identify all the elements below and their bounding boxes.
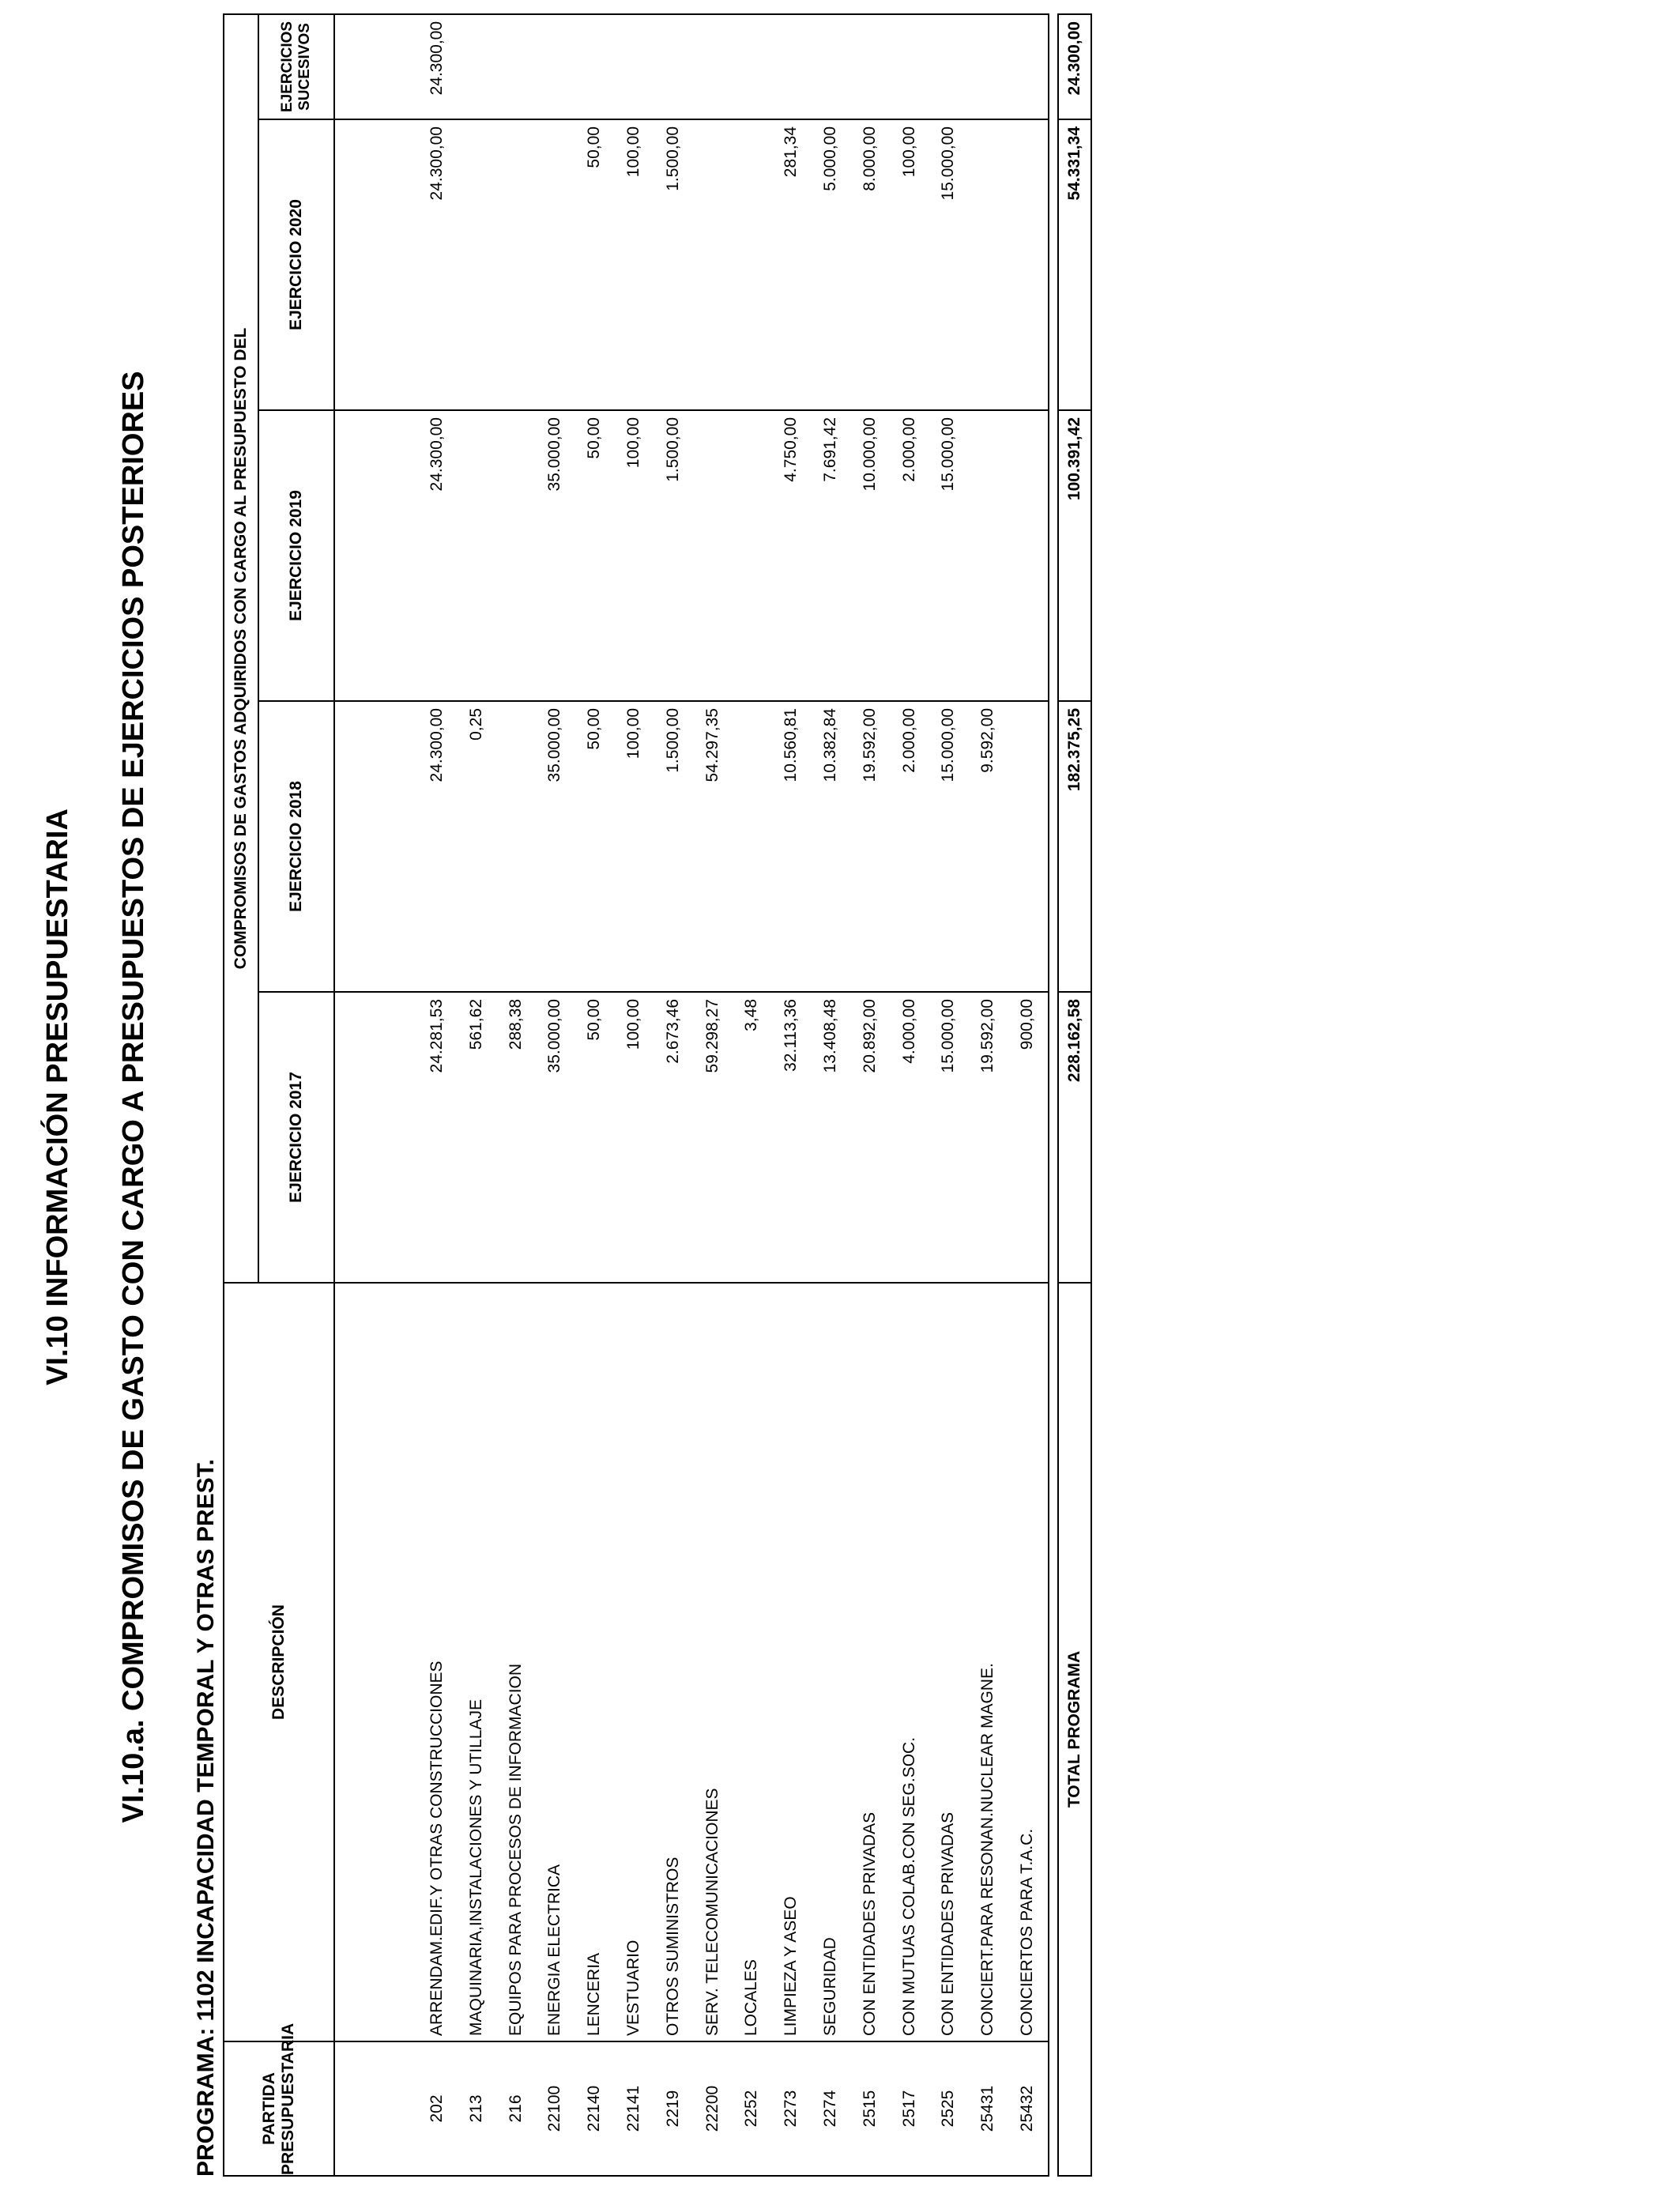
partida-cell: 2274 [820,2090,839,2128]
descripcion-cell: ENERGIA ELECTRICA [545,1864,564,2036]
budget-table [223,13,1049,2177]
partida-cell: 22200 [703,2085,721,2132]
ejercicio-2018-cell: 1.500,00 [663,708,682,773]
ejercicio-2019-cell [457,417,496,700]
descripcion-cell: LOCALES [742,1959,761,2036]
ejercicio-2019-cell: 7.691,42 [820,417,839,482]
ejercicio-2017-cell: 900,00 [1017,999,1036,1050]
ejercicio-2019-cell [732,417,771,700]
partida-cell: 22140 [585,2085,604,2132]
ejercicio-2018-cell [496,708,536,991]
ejercicio-2019-cell: 1.500,00 [663,417,682,482]
ejercicio-2018-column [334,701,1049,992]
ejercicio-2019-cell: 50,00 [585,417,604,459]
partida-header: PARTIDA PRESUPUESTARIA [224,2041,334,2176]
descripcion-cell: OTROS SUMINISTROS [663,1857,682,2036]
descripcion-cell: CONCIERTOS PARA T.A.C. [1017,1828,1036,2036]
sucesivos-cell [1008,21,1047,119]
ejercicio-2017-cell: 35.000,00 [545,999,564,1073]
sucesivos-cell [535,21,574,119]
descripcion-cell: CON ENTIDADES PRIVADAS [939,1811,958,2036]
ejercicio-2019-cell [496,417,536,700]
ejercicio-2020-cell: 100,00 [899,126,918,178]
sucesivos-cell [496,21,536,119]
sucesivos-cell [929,21,968,119]
sucesivos-cell [890,21,929,119]
total-2019: 100.391,42 [1058,410,1091,701]
sucesivos-cell [574,21,614,119]
page-title: VI.10 INFORMACIÓN PRESUPUESTARIA [41,809,74,1385]
partida-cell: 213 [466,2094,485,2123]
ejercicio-2018-cell: 2.000,00 [899,708,918,773]
sucesivos-cell [811,21,850,119]
partida-cell: 25431 [978,2085,997,2132]
total-table [1057,13,1092,2177]
ejercicio-2019-cell: 2.000,00 [899,417,918,482]
ejercicio-2020-header: EJERCICIO 2020 [258,119,334,410]
ejercicio-2017-cell: 100,00 [623,999,642,1050]
ejercicio-2017-cell: 19.592,00 [978,999,997,1073]
total-2018: 182.375,25 [1058,701,1091,992]
partida-cell: 2252 [742,2090,761,2128]
ejercicio-2019-cell: 4.750,00 [782,417,800,482]
sucesivos-cell [732,21,771,119]
sucesivos-cell [654,21,693,119]
partida-cell: 2273 [782,2090,800,2128]
ejercicio-2017-cell: 288,38 [506,999,525,1050]
sucesivos-cell [850,21,890,119]
ejercicio-2020-cell [1008,126,1047,409]
descripcion-cell: SERV. TELECOMUNICACIONES [703,1788,721,2036]
descripcion-cell: SEGURIDAD [820,1937,839,2036]
total-sucesivos: 24.300,00 [1058,14,1091,119]
ejercicio-2019-cell: 35.000,00 [545,417,564,492]
partida-cell: 22141 [623,2085,642,2132]
total-label: TOTAL PROGRAMA [1058,1283,1091,2176]
partida-cell: 202 [428,2094,446,2123]
partida-cell: 2525 [939,2090,958,2128]
sucesivos-cell [457,21,496,119]
ejercicio-2018-cell: 54.297,35 [703,708,721,782]
ejercicio-2019-cell: 100,00 [623,417,642,469]
ejercicio-2017-column [334,992,1049,1283]
ejercicio-2018-header: EJERCICIO 2018 [258,701,334,992]
partida-cell: 2219 [663,2090,682,2128]
descripcion-cell: LENCERIA [585,1952,604,2036]
page-subtitle: VI.10.a. COMPROMISOS DE GASTO CON CARGO A PRESUPUESTOS DE EJERCICIOS POSTERIORES [117,371,150,1823]
ejercicio-2020-cell: 100,00 [623,126,642,178]
ejercicio-2020-cell: 8.000,00 [860,126,879,191]
ejercicio-2020-cell [968,126,1008,409]
ejercicio-2020-cell: 15.000,00 [939,126,958,201]
ejercicio-2019-cell: 10.000,00 [860,417,879,492]
ejercicio-2020-cell [457,126,496,409]
total-2017: 228.162,58 [1058,992,1091,1283]
sucesivos-cell [614,21,654,119]
ejercicio-2020-column [334,119,1049,410]
ejercicio-2017-cell: 13.408,48 [820,999,839,1073]
ejercicio-2020-cell: 5.000,00 [820,126,839,191]
descripcion-header: DESCRIPCIÓN [224,1283,334,2041]
ejercicio-2018-cell: 35.000,00 [545,708,564,782]
ejercicio-2018-cell: 10.382,84 [820,708,839,782]
partida-column [334,2041,1049,2176]
ejercicio-2018-cell: 10.560,81 [782,708,800,782]
descripcion-cell: CON ENTIDADES PRIVADAS [860,1811,879,2036]
ejercicio-2018-cell: 19.592,00 [860,708,879,782]
descripcion-cell: CON MUTUAS COLAB.CON SEG.SOC. [899,1736,918,2036]
descripcion-cell: MAQUINARIA,INSTALACIONES Y UTILLAJE [466,1699,485,2036]
partida-cell: 25432 [1017,2085,1036,2132]
ejercicio-2018-cell: 100,00 [623,708,642,760]
ejercicio-2017-cell: 15.000,00 [939,999,958,1073]
partida-cell: 2517 [899,2090,918,2128]
ejercicio-2018-cell [1008,708,1047,991]
ejercicio-2018-cell: 24.300,00 [428,708,446,782]
ejercicio-2020-cell [496,126,536,409]
ejercicio-2020-cell [693,126,733,409]
sucesivos-column [334,14,1049,119]
ejercicio-2020-cell: 50,00 [585,126,604,168]
partida-cell: 22100 [545,2085,564,2132]
ejercicio-2017-header: EJERCICIO 2017 [258,992,334,1283]
descripcion-cell: CONCIERT.PARA RESONAN.NUCLEAR MAGNE. [978,1663,997,2036]
ejercicio-2020-cell: 24.300,00 [428,126,446,201]
total-2020: 54.331,34 [1058,119,1091,410]
ejercicio-2018-cell: 0,25 [466,708,485,741]
ejercicio-2020-cell: 281,34 [782,126,800,178]
sucesivos-header: EJERCICIOS SUCESIVOS [258,14,334,119]
ejercicio-2017-cell: 50,00 [585,999,604,1041]
descripcion-column [334,1283,1049,2041]
ejercicio-2017-cell: 561,62 [466,999,485,1050]
programa-label: PROGRAMA: 1102 INCAPACIDAD TEMPORAL Y OTRAS PREST. [193,1459,219,2177]
ejercicio-2018-cell: 50,00 [585,708,604,750]
descripcion-cell: VESTUARIO [623,1940,642,2036]
sucesivos-cell: 24.300,00 [428,21,446,96]
ejercicio-2017-cell: 3,48 [742,999,761,1031]
ejercicio-2017-cell: 59.298,27 [703,999,721,1073]
ejercicio-2019-cell: 15.000,00 [939,417,958,492]
ejercicio-2017-cell: 2.673,46 [663,999,682,1064]
ejercicio-2017-cell: 32.113,36 [782,999,800,1072]
ejercicio-2018-cell: 15.000,00 [939,708,958,782]
descripcion-cell: ARRENDAM.EDIF.Y OTRAS CONSTRUCCIONES [428,1661,446,2036]
ejercicio-2017-cell: 24.281,53 [428,999,446,1073]
compromisos-header: COMPROMISOS DE GASTOS ADQUIRIDOS CON CARGO AL PRESUPUESTO DEL [224,14,258,1283]
ejercicio-2019-column [334,410,1049,701]
partida-cell: 216 [506,2094,525,2123]
ejercicio-2019-cell: 24.300,00 [428,417,446,492]
descripcion-cell: EQUIPOS PARA PROCESOS DE INFORMACION [506,1663,525,2036]
partida-cell: 2515 [860,2090,879,2128]
ejercicio-2020-cell: 1.500,00 [663,126,682,191]
ejercicio-2018-cell [732,708,771,991]
ejercicio-2017-cell: 4.000,00 [899,999,918,1064]
sucesivos-cell [693,21,733,119]
ejercicio-2019-cell [968,417,1008,700]
ejercicio-2019-header: EJERCICIO 2019 [258,410,334,701]
ejercicio-2018-cell: 9.592,00 [978,708,997,773]
ejercicio-2019-cell [693,417,733,700]
ejercicio-2019-cell [1008,417,1047,700]
sucesivos-cell [771,21,811,119]
sucesivos-cell [968,21,1008,119]
ejercicio-2017-cell: 20.892,00 [860,999,879,1073]
ejercicio-2020-cell [732,126,771,409]
ejercicio-2020-cell [535,126,574,409]
descripcion-cell: LIMPIEZA Y ASEO [782,1896,800,2036]
